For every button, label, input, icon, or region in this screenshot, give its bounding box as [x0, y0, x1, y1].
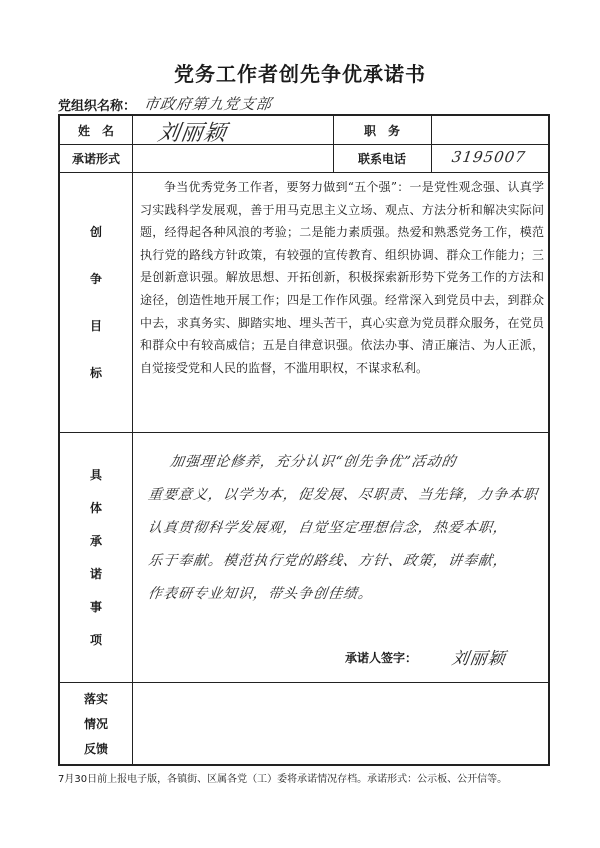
- promise-line: 加强理论修养，充分认识“创先争优”活动的: [168, 454, 458, 470]
- name-label: 姓 名: [77, 123, 114, 138]
- promise-label-char: 体: [89, 501, 102, 515]
- implementation-label-line: 情况: [83, 716, 108, 731]
- column-divider: [132, 116, 133, 764]
- goal-label-char: 标: [89, 366, 102, 380]
- position-label: 职 务: [363, 123, 400, 138]
- promise-line: 重要意义，以学为本，促发展、尽职责、当先锋，力争本职: [146, 487, 540, 503]
- goal-label: [60, 172, 132, 432]
- implementation-label-line: 落实: [83, 691, 108, 706]
- org-row: [58, 92, 272, 114]
- implementation-value: [132, 682, 548, 764]
- row-divider: [60, 432, 548, 433]
- implementation-label: [60, 682, 132, 764]
- goal-label-char: 目: [89, 319, 102, 333]
- promise-line: 乐于奉献。模范执行党的路线、方针、政策，讲奉献，: [146, 553, 510, 569]
- implementation-label-line: 反馈: [83, 741, 108, 756]
- promise-label-char: 具: [89, 468, 102, 482]
- goal-text: 争当优秀党务工作者，要努力做到“五个强”：一是党性观念强、认真学习实践科学发展观，善于用马克思主义立场、观点、方法分析和解决实际问题，经得起各种风浪的考验；二是能力素质强。热爱和熟悉党务工作，模范执行党的路线方针政策，有较强的宣传教育、组织协调、群众工作能力；三是创新意识强。解放思想、开拓创新，积极探索新形势下党务工作的方法和途径，创造性地开展工作；四是工作作风强。经常深入到党员中去，到群众中去，求真务实、脚踏实地、埋头苦干，真心实意为党员群众服务，在党员和群众中有较高威信；五是自律意识强。依法办事、清正廉洁、为人正派，自觉接受党和人民的监督，不滥用职权，不谋求私利。: [140, 180, 544, 375]
- promise-label-char: 事: [89, 600, 102, 614]
- phone-value: 3195007: [450, 148, 528, 166]
- goal-label-char: 创: [89, 225, 102, 239]
- signature-value: 刘丽颖: [450, 649, 508, 669]
- promise-form-label: 承诺形式: [71, 151, 120, 166]
- promise-line: 认真贯彻科学发展观，自觉坚定理想信念，热爱本职，: [146, 520, 510, 536]
- phone-label: 联系电话: [357, 151, 406, 166]
- promise-line: 作表研专业知识，带头争创佳绩。: [146, 586, 375, 602]
- org-value: 市政府第九党支部: [142, 95, 274, 113]
- org-label: 党组织名称：: [58, 99, 137, 114]
- promise-form-table: [58, 114, 550, 766]
- promise-form-value: [132, 144, 333, 172]
- promise-label-char: 项: [89, 633, 102, 647]
- footer-note: 7月30日前上报电子版，各镇街、区属各党（工）委将承诺情况存档。承诺形式：公示板、公开信等。: [58, 774, 508, 785]
- promise-items: [148, 446, 544, 611]
- promise-label-char: 承: [89, 534, 102, 548]
- promise-label-char: 诺: [89, 567, 102, 581]
- name-value: 刘丽颖: [155, 121, 229, 146]
- signature-label: 承诺人签字：: [345, 651, 418, 665]
- goal-label-char: 争: [89, 272, 102, 286]
- position-value: [431, 116, 548, 144]
- row-divider: [60, 172, 548, 173]
- promise-label: [60, 432, 132, 682]
- document-title: 党务工作者创先争优承诺书: [174, 62, 426, 86]
